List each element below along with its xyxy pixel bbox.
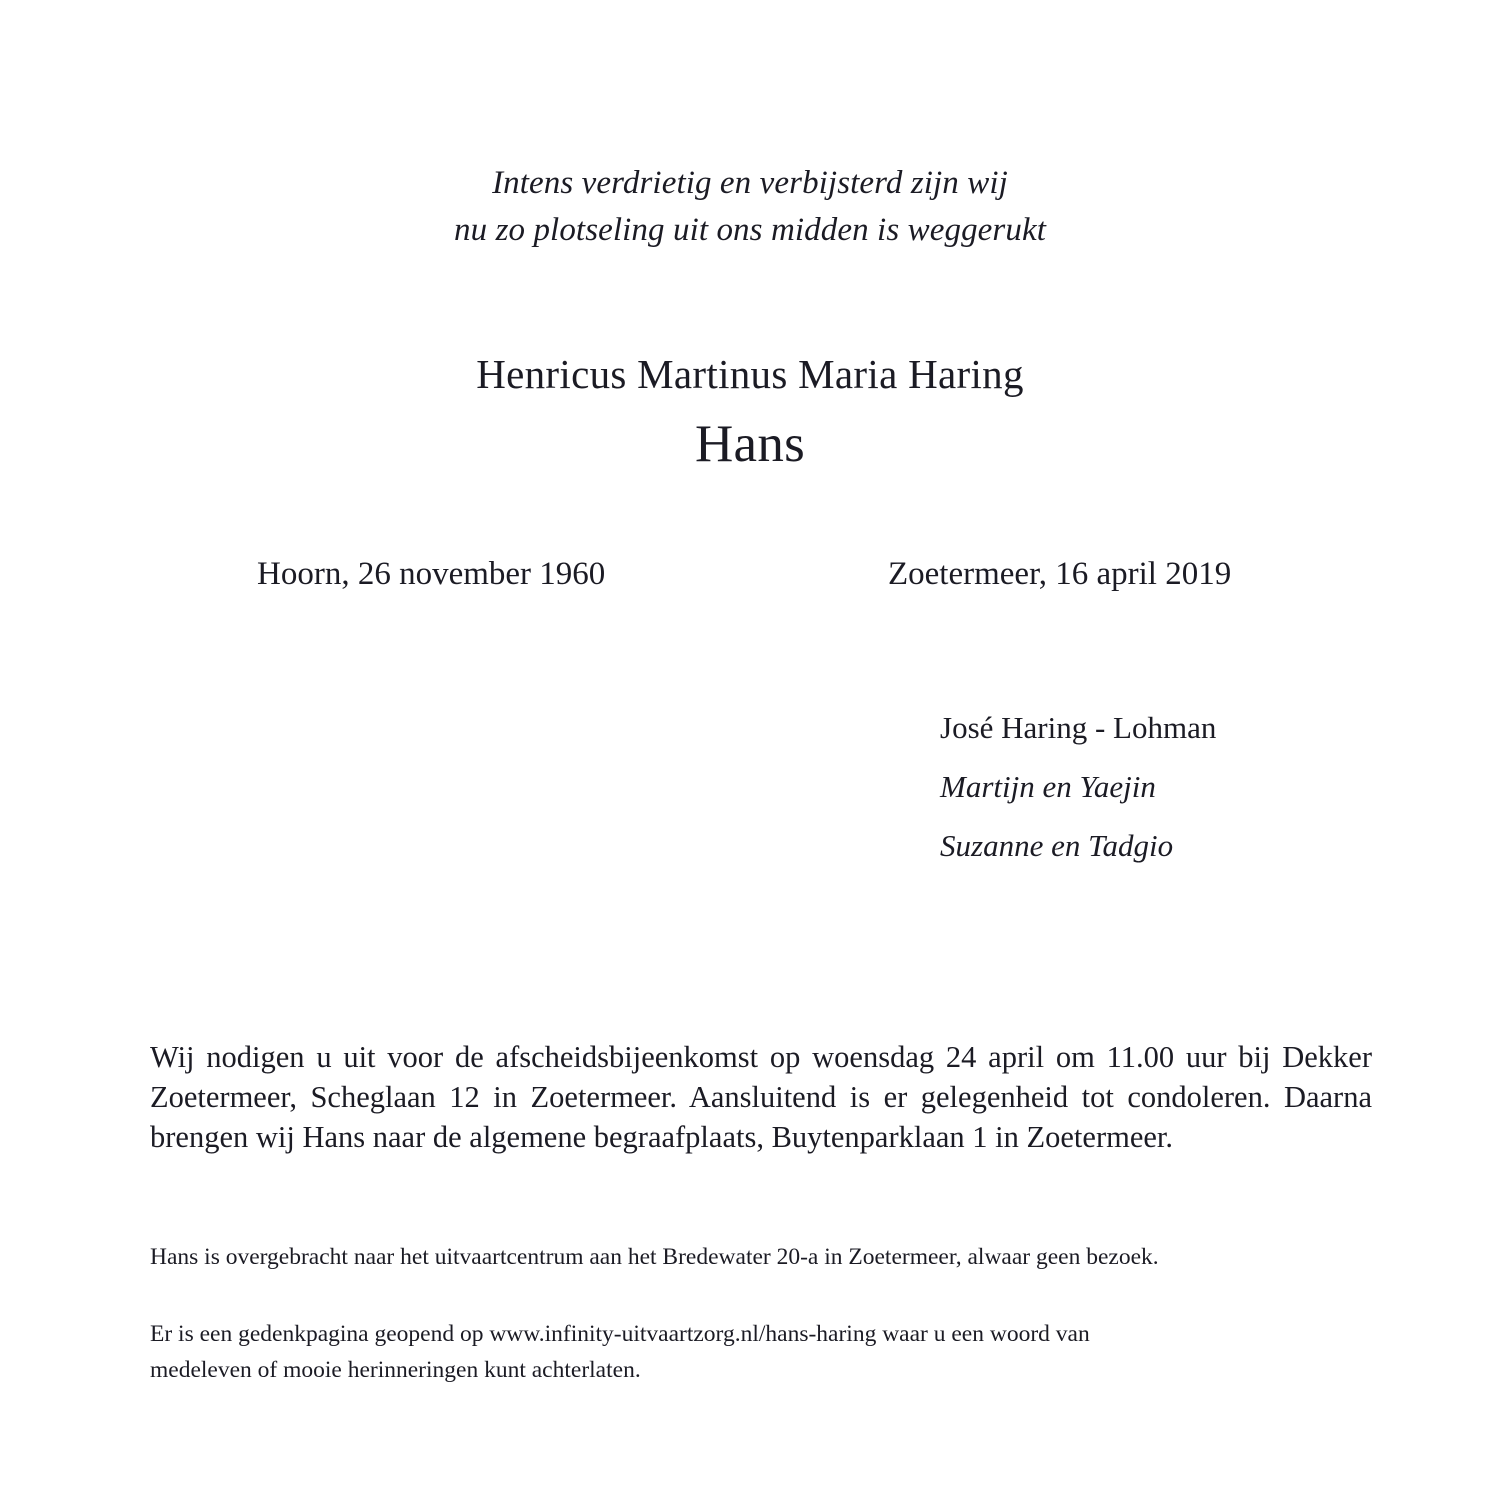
memorial-note-line-2: medeleven of mooie herinneringen kunt achterlaten.	[150, 1356, 641, 1383]
verse-line-2: nu zo plotseling uit ons midden is weggerukt	[454, 212, 1046, 248]
memorial-note-line-1: Er is een gedenkpagina geopend op www.infinity-uitvaartzorg.nl/hans-haring waar u een woord van	[150, 1320, 1090, 1347]
death-place-date: Zoetermeer, 16 april 2019	[888, 556, 1232, 592]
survivor-spouse: José Haring - Lohman	[940, 710, 1217, 745]
deceased-name-block	[0, 348, 1500, 480]
memorial-note	[150, 1316, 1372, 1388]
invitation-paragraph: Wij nodigen u uit voor de afscheidsbijeenkomst op woensdag 24 april om 11.00 uur bij Dekker Zoetermeer, Scheglaan 12 in Zoetermeer. Aansluitend is er gelegenheid tot condoleren. Daarna brengen wij Hans naar de algemene begraafplaats, Buytenparklaan 1 in Zoetermeer.	[150, 1039, 1372, 1154]
survivor-child-two: Suzanne en Tadgio	[940, 828, 1174, 863]
deceased-full-name: Henricus Martinus Maria Haring	[476, 351, 1024, 397]
verse-line-1: Intens verdrietig en verbijsterd zijn wij	[492, 165, 1008, 201]
deceased-nickname: Hans	[694, 415, 806, 473]
birth-place-date: Hoorn, 26 november 1960	[257, 556, 606, 592]
opening-verse	[0, 160, 1500, 254]
birth-death-row	[0, 551, 1500, 597]
survivors-block	[940, 698, 1460, 875]
survivor-child-one: Martijn en Yaejin	[940, 769, 1156, 804]
transfer-note: Hans is overgebracht naar het uitvaartcentrum aan het Bredewater 20-a in Zoetermeer, alwaar geen bezoek.	[150, 1243, 1159, 1270]
